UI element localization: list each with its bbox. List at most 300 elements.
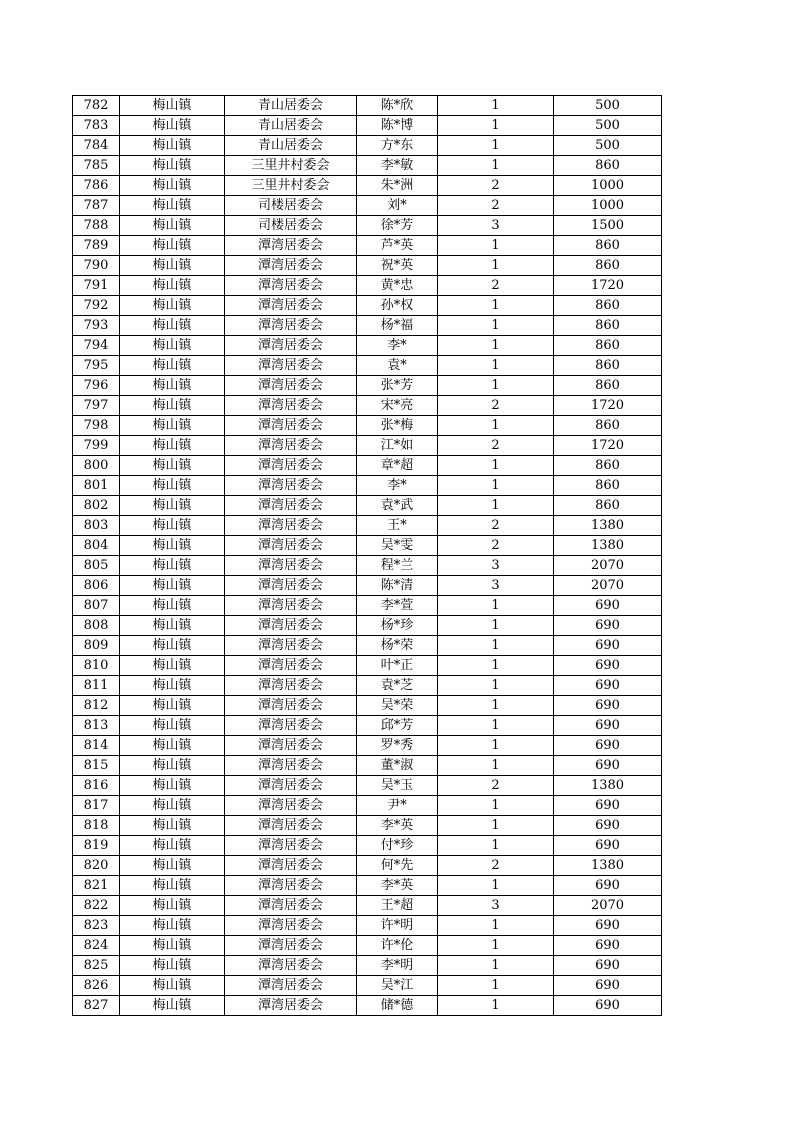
name-cell: 朱*洲 bbox=[357, 176, 438, 196]
town-cell: 梅山镇 bbox=[120, 256, 225, 276]
amount-cell: 1380 bbox=[554, 516, 662, 536]
count-cell: 2 bbox=[438, 196, 554, 216]
table-row bbox=[73, 676, 662, 696]
name-cell: 孙*权 bbox=[357, 296, 438, 316]
count-cell: 1 bbox=[438, 116, 554, 136]
committee-cell: 潭湾居委会 bbox=[225, 956, 357, 976]
town-cell: 梅山镇 bbox=[120, 216, 225, 236]
town-cell: 梅山镇 bbox=[120, 316, 225, 336]
row-index-cell: 804 bbox=[73, 536, 120, 556]
row-index-cell: 822 bbox=[73, 896, 120, 916]
amount-cell: 690 bbox=[554, 936, 662, 956]
table-row bbox=[73, 296, 662, 316]
count-cell: 2 bbox=[438, 776, 554, 796]
name-cell: 储*德 bbox=[357, 996, 438, 1016]
committee-cell: 潭湾居委会 bbox=[225, 256, 357, 276]
amount-cell: 1380 bbox=[554, 776, 662, 796]
town-cell: 梅山镇 bbox=[120, 296, 225, 316]
table-row bbox=[73, 336, 662, 356]
name-cell: 王*超 bbox=[357, 896, 438, 916]
count-cell: 1 bbox=[438, 136, 554, 156]
row-index-cell: 815 bbox=[73, 756, 120, 776]
town-cell: 梅山镇 bbox=[120, 156, 225, 176]
name-cell: 祝*英 bbox=[357, 256, 438, 276]
table-row bbox=[73, 496, 662, 516]
count-cell: 2 bbox=[438, 396, 554, 416]
row-index-cell: 817 bbox=[73, 796, 120, 816]
row-index-cell: 818 bbox=[73, 816, 120, 836]
amount-cell: 2070 bbox=[554, 576, 662, 596]
count-cell: 1 bbox=[438, 716, 554, 736]
amount-cell: 860 bbox=[554, 476, 662, 496]
table-row bbox=[73, 576, 662, 596]
count-cell: 1 bbox=[438, 456, 554, 476]
table-body bbox=[73, 96, 662, 1016]
count-cell: 1 bbox=[438, 416, 554, 436]
committee-cell: 潭湾居委会 bbox=[225, 736, 357, 756]
town-cell: 梅山镇 bbox=[120, 196, 225, 216]
amount-cell: 860 bbox=[554, 236, 662, 256]
table-row bbox=[73, 456, 662, 476]
name-cell: 陈*清 bbox=[357, 576, 438, 596]
row-index-cell: 789 bbox=[73, 236, 120, 256]
committee-cell: 三里井村委会 bbox=[225, 176, 357, 196]
table-row bbox=[73, 436, 662, 456]
amount-cell: 690 bbox=[554, 796, 662, 816]
table-row bbox=[73, 136, 662, 156]
name-cell: 章*超 bbox=[357, 456, 438, 476]
table-row bbox=[73, 716, 662, 736]
count-cell: 1 bbox=[438, 156, 554, 176]
amount-cell: 690 bbox=[554, 816, 662, 836]
row-index-cell: 827 bbox=[73, 996, 120, 1016]
amount-cell: 860 bbox=[554, 356, 662, 376]
town-cell: 梅山镇 bbox=[120, 176, 225, 196]
row-index-cell: 810 bbox=[73, 656, 120, 676]
count-cell: 3 bbox=[438, 896, 554, 916]
table-row bbox=[73, 636, 662, 656]
committee-cell: 潭湾居委会 bbox=[225, 996, 357, 1016]
table-row bbox=[73, 556, 662, 576]
table-row bbox=[73, 896, 662, 916]
data-table bbox=[72, 95, 662, 1016]
committee-cell: 潭湾居委会 bbox=[225, 676, 357, 696]
committee-cell: 潭湾居委会 bbox=[225, 916, 357, 936]
amount-cell: 1720 bbox=[554, 276, 662, 296]
amount-cell: 500 bbox=[554, 116, 662, 136]
name-cell: 吴*玉 bbox=[357, 776, 438, 796]
committee-cell: 潭湾居委会 bbox=[225, 656, 357, 676]
town-cell: 梅山镇 bbox=[120, 816, 225, 836]
row-index-cell: 819 bbox=[73, 836, 120, 856]
amount-cell: 690 bbox=[554, 716, 662, 736]
table-row bbox=[73, 596, 662, 616]
committee-cell: 三里井村委会 bbox=[225, 156, 357, 176]
table-row bbox=[73, 96, 662, 116]
count-cell: 2 bbox=[438, 856, 554, 876]
count-cell: 1 bbox=[438, 476, 554, 496]
table-row bbox=[73, 356, 662, 376]
count-cell: 1 bbox=[438, 596, 554, 616]
town-cell: 梅山镇 bbox=[120, 776, 225, 796]
name-cell: 袁* bbox=[357, 356, 438, 376]
count-cell: 1 bbox=[438, 996, 554, 1016]
table-row bbox=[73, 416, 662, 436]
row-index-cell: 783 bbox=[73, 116, 120, 136]
committee-cell: 潭湾居委会 bbox=[225, 856, 357, 876]
count-cell: 1 bbox=[438, 656, 554, 676]
name-cell: 尹* bbox=[357, 796, 438, 816]
table-row bbox=[73, 276, 662, 296]
table-row bbox=[73, 516, 662, 536]
name-cell: 许*伦 bbox=[357, 936, 438, 956]
count-cell: 1 bbox=[438, 696, 554, 716]
count-cell: 1 bbox=[438, 736, 554, 756]
town-cell: 梅山镇 bbox=[120, 476, 225, 496]
committee-cell: 潭湾居委会 bbox=[225, 496, 357, 516]
town-cell: 梅山镇 bbox=[120, 676, 225, 696]
count-cell: 2 bbox=[438, 276, 554, 296]
name-cell: 李*明 bbox=[357, 956, 438, 976]
row-index-cell: 796 bbox=[73, 376, 120, 396]
amount-cell: 690 bbox=[554, 636, 662, 656]
committee-cell: 潭湾居委会 bbox=[225, 396, 357, 416]
row-index-cell: 816 bbox=[73, 776, 120, 796]
table-row bbox=[73, 736, 662, 756]
committee-cell: 潭湾居委会 bbox=[225, 716, 357, 736]
name-cell: 杨*珍 bbox=[357, 616, 438, 636]
name-cell: 刘* bbox=[357, 196, 438, 216]
name-cell: 袁*武 bbox=[357, 496, 438, 516]
row-index-cell: 807 bbox=[73, 596, 120, 616]
table-row bbox=[73, 796, 662, 816]
committee-cell: 潭湾居委会 bbox=[225, 776, 357, 796]
committee-cell: 潭湾居委会 bbox=[225, 576, 357, 596]
count-cell: 1 bbox=[438, 96, 554, 116]
committee-cell: 潭湾居委会 bbox=[225, 376, 357, 396]
table-row bbox=[73, 876, 662, 896]
town-cell: 梅山镇 bbox=[120, 536, 225, 556]
name-cell: 邱*芳 bbox=[357, 716, 438, 736]
count-cell: 3 bbox=[438, 556, 554, 576]
name-cell: 徐*芳 bbox=[357, 216, 438, 236]
name-cell: 李*敏 bbox=[357, 156, 438, 176]
amount-cell: 2070 bbox=[554, 896, 662, 916]
committee-cell: 潭湾居委会 bbox=[225, 976, 357, 996]
committee-cell: 潭湾居委会 bbox=[225, 896, 357, 916]
town-cell: 梅山镇 bbox=[120, 876, 225, 896]
name-cell: 叶*正 bbox=[357, 656, 438, 676]
name-cell: 黄*忠 bbox=[357, 276, 438, 296]
amount-cell: 860 bbox=[554, 316, 662, 336]
amount-cell: 2070 bbox=[554, 556, 662, 576]
count-cell: 1 bbox=[438, 316, 554, 336]
table-row bbox=[73, 936, 662, 956]
table-row bbox=[73, 236, 662, 256]
town-cell: 梅山镇 bbox=[120, 916, 225, 936]
committee-cell: 潭湾居委会 bbox=[225, 756, 357, 776]
count-cell: 1 bbox=[438, 376, 554, 396]
town-cell: 梅山镇 bbox=[120, 716, 225, 736]
row-index-cell: 803 bbox=[73, 516, 120, 536]
name-cell: 李*萱 bbox=[357, 596, 438, 616]
row-index-cell: 782 bbox=[73, 96, 120, 116]
committee-cell: 潭湾居委会 bbox=[225, 536, 357, 556]
amount-cell: 690 bbox=[554, 996, 662, 1016]
count-cell: 1 bbox=[438, 356, 554, 376]
row-index-cell: 802 bbox=[73, 496, 120, 516]
town-cell: 梅山镇 bbox=[120, 436, 225, 456]
town-cell: 梅山镇 bbox=[120, 396, 225, 416]
committee-cell: 潭湾居委会 bbox=[225, 276, 357, 296]
count-cell: 1 bbox=[438, 876, 554, 896]
table-row bbox=[73, 396, 662, 416]
count-cell: 1 bbox=[438, 676, 554, 696]
committee-cell: 潭湾居委会 bbox=[225, 696, 357, 716]
table-row bbox=[73, 116, 662, 136]
row-index-cell: 812 bbox=[73, 696, 120, 716]
town-cell: 梅山镇 bbox=[120, 736, 225, 756]
count-cell: 2 bbox=[438, 516, 554, 536]
table-row bbox=[73, 996, 662, 1016]
count-cell: 1 bbox=[438, 496, 554, 516]
count-cell: 1 bbox=[438, 256, 554, 276]
row-index-cell: 800 bbox=[73, 456, 120, 476]
table-row bbox=[73, 256, 662, 276]
committee-cell: 青山居委会 bbox=[225, 116, 357, 136]
amount-cell: 690 bbox=[554, 836, 662, 856]
row-index-cell: 809 bbox=[73, 636, 120, 656]
amount-cell: 690 bbox=[554, 756, 662, 776]
committee-cell: 潭湾居委会 bbox=[225, 936, 357, 956]
name-cell: 吴*江 bbox=[357, 976, 438, 996]
count-cell: 2 bbox=[438, 536, 554, 556]
amount-cell: 860 bbox=[554, 256, 662, 276]
row-index-cell: 808 bbox=[73, 616, 120, 636]
amount-cell: 690 bbox=[554, 956, 662, 976]
amount-cell: 500 bbox=[554, 96, 662, 116]
name-cell: 李* bbox=[357, 476, 438, 496]
committee-cell: 青山居委会 bbox=[225, 136, 357, 156]
table-row bbox=[73, 976, 662, 996]
town-cell: 梅山镇 bbox=[120, 856, 225, 876]
town-cell: 梅山镇 bbox=[120, 276, 225, 296]
row-index-cell: 794 bbox=[73, 336, 120, 356]
committee-cell: 潭湾居委会 bbox=[225, 616, 357, 636]
town-cell: 梅山镇 bbox=[120, 636, 225, 656]
town-cell: 梅山镇 bbox=[120, 896, 225, 916]
name-cell: 张*芳 bbox=[357, 376, 438, 396]
amount-cell: 1720 bbox=[554, 396, 662, 416]
count-cell: 1 bbox=[438, 236, 554, 256]
amount-cell: 1500 bbox=[554, 216, 662, 236]
count-cell: 3 bbox=[438, 216, 554, 236]
town-cell: 梅山镇 bbox=[120, 336, 225, 356]
table-row bbox=[73, 836, 662, 856]
amount-cell: 1000 bbox=[554, 176, 662, 196]
row-index-cell: 797 bbox=[73, 396, 120, 416]
row-index-cell: 806 bbox=[73, 576, 120, 596]
town-cell: 梅山镇 bbox=[120, 576, 225, 596]
committee-cell: 潭湾居委会 bbox=[225, 316, 357, 336]
amount-cell: 690 bbox=[554, 736, 662, 756]
row-index-cell: 811 bbox=[73, 676, 120, 696]
committee-cell: 潭湾居委会 bbox=[225, 556, 357, 576]
town-cell: 梅山镇 bbox=[120, 936, 225, 956]
name-cell: 江*如 bbox=[357, 436, 438, 456]
town-cell: 梅山镇 bbox=[120, 516, 225, 536]
amount-cell: 860 bbox=[554, 296, 662, 316]
town-cell: 梅山镇 bbox=[120, 376, 225, 396]
town-cell: 梅山镇 bbox=[120, 416, 225, 436]
name-cell: 吴*荣 bbox=[357, 696, 438, 716]
committee-cell: 潭湾居委会 bbox=[225, 516, 357, 536]
committee-cell: 潭湾居委会 bbox=[225, 596, 357, 616]
name-cell: 杨*荣 bbox=[357, 636, 438, 656]
table-row bbox=[73, 616, 662, 636]
table-row bbox=[73, 956, 662, 976]
town-cell: 梅山镇 bbox=[120, 596, 225, 616]
committee-cell: 潭湾居委会 bbox=[225, 356, 357, 376]
town-cell: 梅山镇 bbox=[120, 796, 225, 816]
row-index-cell: 813 bbox=[73, 716, 120, 736]
count-cell: 1 bbox=[438, 836, 554, 856]
town-cell: 梅山镇 bbox=[120, 356, 225, 376]
row-index-cell: 786 bbox=[73, 176, 120, 196]
town-cell: 梅山镇 bbox=[120, 956, 225, 976]
count-cell: 1 bbox=[438, 616, 554, 636]
amount-cell: 860 bbox=[554, 376, 662, 396]
amount-cell: 860 bbox=[554, 336, 662, 356]
name-cell: 董*淑 bbox=[357, 756, 438, 776]
amount-cell: 690 bbox=[554, 976, 662, 996]
amount-cell: 690 bbox=[554, 596, 662, 616]
row-index-cell: 820 bbox=[73, 856, 120, 876]
amount-cell: 860 bbox=[554, 496, 662, 516]
table-row bbox=[73, 656, 662, 676]
count-cell: 2 bbox=[438, 176, 554, 196]
table-row bbox=[73, 776, 662, 796]
amount-cell: 1000 bbox=[554, 196, 662, 216]
committee-cell: 潭湾居委会 bbox=[225, 236, 357, 256]
row-index-cell: 795 bbox=[73, 356, 120, 376]
committee-cell: 潭湾居委会 bbox=[225, 636, 357, 656]
table-row bbox=[73, 696, 662, 716]
table-row bbox=[73, 476, 662, 496]
table-row bbox=[73, 376, 662, 396]
committee-cell: 潭湾居委会 bbox=[225, 796, 357, 816]
committee-cell: 潭湾居委会 bbox=[225, 876, 357, 896]
amount-cell: 860 bbox=[554, 156, 662, 176]
committee-cell: 潭湾居委会 bbox=[225, 816, 357, 836]
amount-cell: 690 bbox=[554, 876, 662, 896]
committee-cell: 司楼居委会 bbox=[225, 196, 357, 216]
name-cell: 王* bbox=[357, 516, 438, 536]
table-row bbox=[73, 916, 662, 936]
name-cell: 袁*芝 bbox=[357, 676, 438, 696]
table-row bbox=[73, 756, 662, 776]
committee-cell: 潭湾居委会 bbox=[225, 416, 357, 436]
name-cell: 杨*福 bbox=[357, 316, 438, 336]
committee-cell: 司楼居委会 bbox=[225, 216, 357, 236]
name-cell: 陈*博 bbox=[357, 116, 438, 136]
town-cell: 梅山镇 bbox=[120, 696, 225, 716]
town-cell: 梅山镇 bbox=[120, 756, 225, 776]
row-index-cell: 788 bbox=[73, 216, 120, 236]
name-cell: 张*梅 bbox=[357, 416, 438, 436]
town-cell: 梅山镇 bbox=[120, 616, 225, 636]
table-row bbox=[73, 536, 662, 556]
town-cell: 梅山镇 bbox=[120, 496, 225, 516]
amount-cell: 690 bbox=[554, 916, 662, 936]
row-index-cell: 798 bbox=[73, 416, 120, 436]
town-cell: 梅山镇 bbox=[120, 556, 225, 576]
table-row bbox=[73, 196, 662, 216]
amount-cell: 1380 bbox=[554, 856, 662, 876]
town-cell: 梅山镇 bbox=[120, 976, 225, 996]
name-cell: 芦*英 bbox=[357, 236, 438, 256]
committee-cell: 潭湾居委会 bbox=[225, 456, 357, 476]
count-cell: 1 bbox=[438, 636, 554, 656]
count-cell: 3 bbox=[438, 576, 554, 596]
name-cell: 付*珍 bbox=[357, 836, 438, 856]
town-cell: 梅山镇 bbox=[120, 236, 225, 256]
count-cell: 1 bbox=[438, 936, 554, 956]
committee-cell: 潭湾居委会 bbox=[225, 336, 357, 356]
name-cell: 陈*欣 bbox=[357, 96, 438, 116]
count-cell: 1 bbox=[438, 956, 554, 976]
row-index-cell: 814 bbox=[73, 736, 120, 756]
row-index-cell: 792 bbox=[73, 296, 120, 316]
town-cell: 梅山镇 bbox=[120, 136, 225, 156]
count-cell: 1 bbox=[438, 976, 554, 996]
town-cell: 梅山镇 bbox=[120, 456, 225, 476]
name-cell: 李*英 bbox=[357, 876, 438, 896]
row-index-cell: 785 bbox=[73, 156, 120, 176]
row-index-cell: 787 bbox=[73, 196, 120, 216]
name-cell: 何*先 bbox=[357, 856, 438, 876]
name-cell: 罗*秀 bbox=[357, 736, 438, 756]
table-row bbox=[73, 176, 662, 196]
town-cell: 梅山镇 bbox=[120, 116, 225, 136]
amount-cell: 690 bbox=[554, 616, 662, 636]
table-row bbox=[73, 816, 662, 836]
table-row bbox=[73, 316, 662, 336]
row-index-cell: 823 bbox=[73, 916, 120, 936]
committee-cell: 青山居委会 bbox=[225, 96, 357, 116]
count-cell: 1 bbox=[438, 756, 554, 776]
row-index-cell: 821 bbox=[73, 876, 120, 896]
committee-cell: 潭湾居委会 bbox=[225, 476, 357, 496]
town-cell: 梅山镇 bbox=[120, 836, 225, 856]
town-cell: 梅山镇 bbox=[120, 656, 225, 676]
count-cell: 2 bbox=[438, 436, 554, 456]
row-index-cell: 824 bbox=[73, 936, 120, 956]
committee-cell: 潭湾居委会 bbox=[225, 836, 357, 856]
row-index-cell: 799 bbox=[73, 436, 120, 456]
table-row bbox=[73, 856, 662, 876]
name-cell: 宋*亮 bbox=[357, 396, 438, 416]
amount-cell: 860 bbox=[554, 456, 662, 476]
amount-cell: 690 bbox=[554, 696, 662, 716]
row-index-cell: 826 bbox=[73, 976, 120, 996]
amount-cell: 1380 bbox=[554, 536, 662, 556]
committee-cell: 潭湾居委会 bbox=[225, 436, 357, 456]
row-index-cell: 805 bbox=[73, 556, 120, 576]
amount-cell: 1720 bbox=[554, 436, 662, 456]
row-index-cell: 793 bbox=[73, 316, 120, 336]
count-cell: 1 bbox=[438, 336, 554, 356]
